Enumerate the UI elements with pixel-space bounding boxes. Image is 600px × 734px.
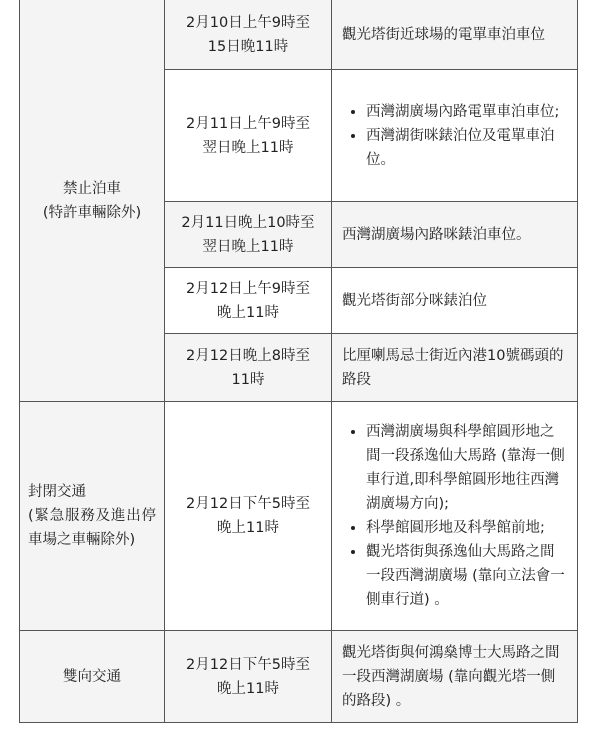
location-cell: 西灣湖廣場內路咪錶泊車位。 — [332, 202, 578, 268]
time-cell: 2月10日上午9時至15日晚11時 — [165, 0, 332, 70]
category-note: (緊急服務及進出停車場之車輛除外) — [28, 508, 156, 548]
location-list — [332, 100, 577, 172]
list-item: • 西灣湖街咪錶泊位及電單車泊位。 — [366, 124, 567, 172]
time-cell: 2月12日下午5時至晚上11時 — [165, 631, 332, 723]
time-cell: 2月11日晚上10時至翌日晚上11時 — [165, 202, 332, 268]
list-item: • 西灣湖廣場內路電單車泊車位; — [366, 100, 567, 124]
location-cell: 比厘喇馬忌士街近內港10號碼頭的路段 — [332, 334, 578, 402]
location-cell — [332, 70, 578, 202]
location-list — [332, 420, 577, 612]
category-label — [20, 480, 164, 552]
list-item: • 科學館圓形地及科學館前地; — [366, 516, 567, 540]
location-cell: 觀光塔街部分咪錶泊位 — [332, 268, 578, 334]
category-note: (特許車輛除外) — [42, 204, 142, 221]
time-cell: 2月12日上午9時至晚上11時 — [165, 268, 332, 334]
category-label — [20, 177, 164, 225]
location-cell — [332, 402, 578, 631]
category-title: 禁止泊車 — [63, 180, 121, 197]
time-cell: 2月11日上午9時至翌日晚上11時 — [165, 70, 332, 202]
list-item: • 西灣湖廣場與科學館圓形地之間一段孫逸仙大馬路 (靠海一側車行道,即科學館圓形地往西灣湖廣場方向); — [366, 420, 567, 516]
table-row — [20, 0, 578, 70]
category-cell — [20, 0, 165, 402]
category-cell — [20, 631, 165, 723]
table-row — [20, 631, 578, 723]
category-title: 封閉交通 — [28, 484, 86, 500]
time-cell: 2月12日晚上8時至11時 — [165, 334, 332, 402]
table-row — [20, 402, 578, 631]
location-cell: 觀光塔街近球場的電單車泊車位 — [332, 0, 578, 70]
traffic-measures-table — [19, 0, 578, 723]
time-cell: 2月12日下午5時至晚上11時 — [165, 402, 332, 631]
list-item: • 觀光塔街與孫逸仙大馬路之間一段西灣湖廣場 (靠向立法會一側車行道) 。 — [366, 540, 567, 612]
location-cell: 觀光塔街與何鴻燊博士大馬路之間一段西灣湖廣場 (靠向觀光塔一側的路段) 。 — [332, 631, 578, 723]
category-title: 雙向交通 — [63, 668, 121, 685]
category-cell — [20, 402, 165, 631]
